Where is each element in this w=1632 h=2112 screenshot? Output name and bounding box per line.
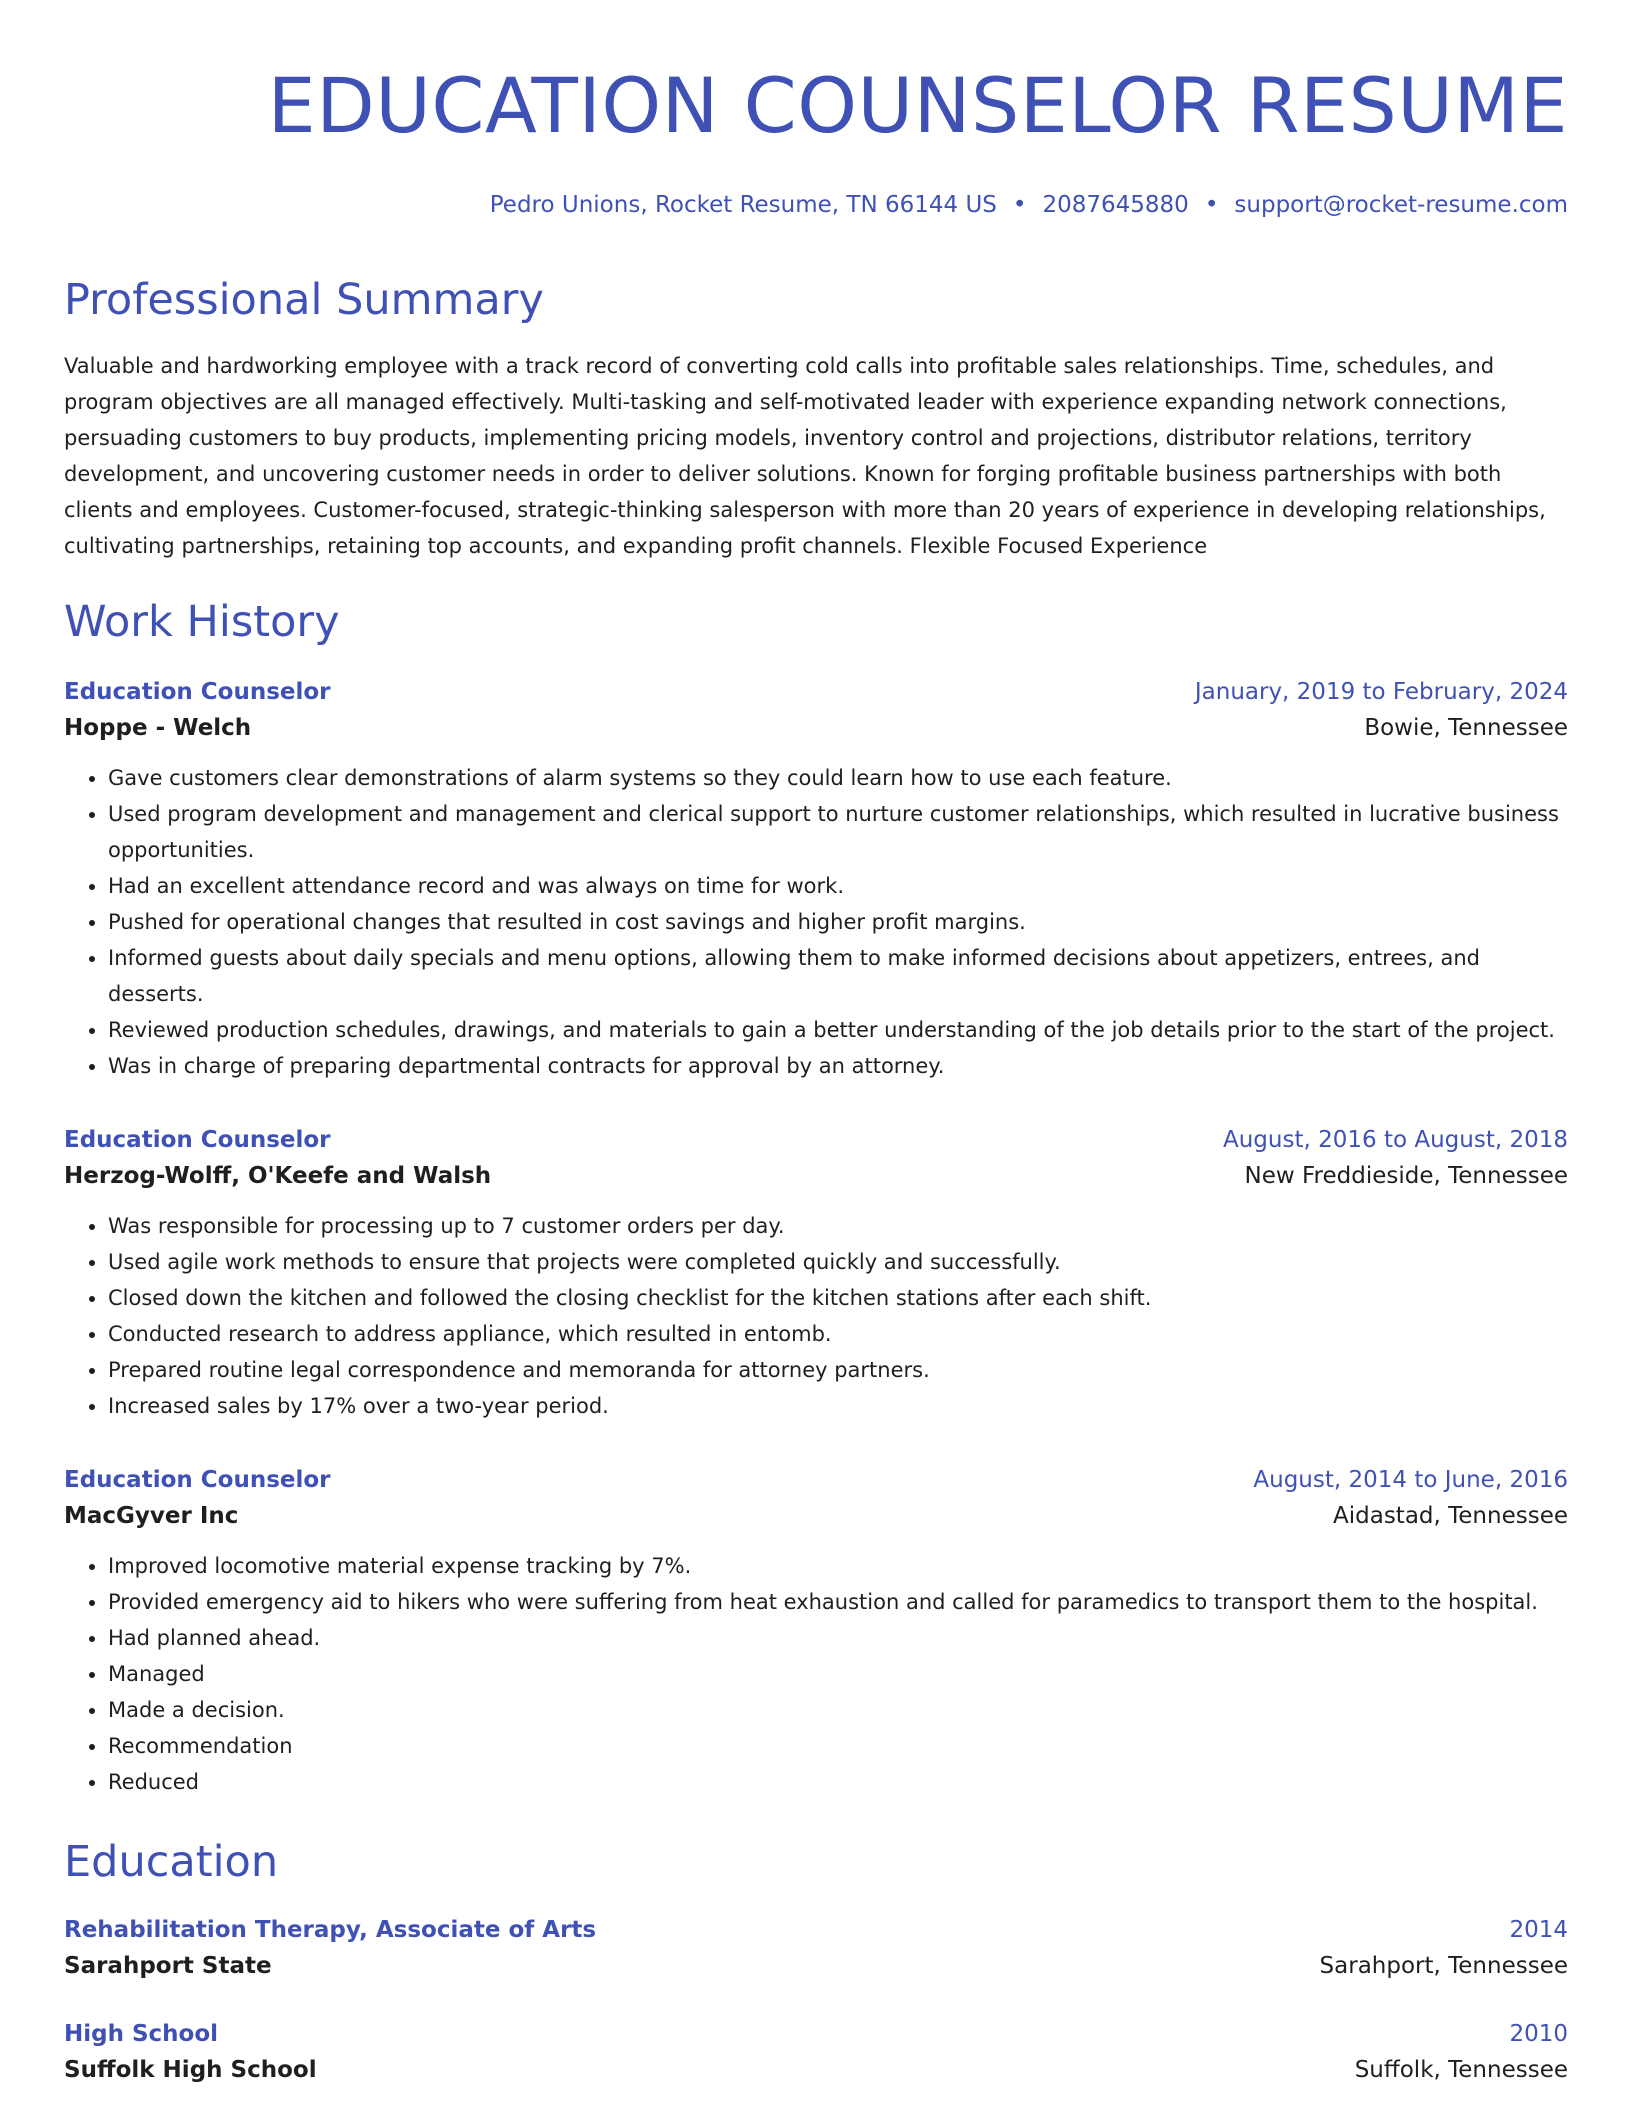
resume-title: EDUCATION COUNSELOR RESUME xyxy=(267,61,1568,150)
job-bullet-list xyxy=(64,1548,1568,1800)
contact-email: support@rocket-resume.com xyxy=(1234,192,1568,218)
job-bullet: • Used program development and management and clerical support to nurture customer relationships, which resulted in lucrative business opportunities. xyxy=(108,796,1568,868)
education-school-row xyxy=(64,2052,1568,2088)
job-bullet: • Made a decision. xyxy=(108,1692,1568,1728)
job-title: Education Counselor xyxy=(64,1127,331,1153)
job-bullet: • Improved locomotive material expense tracking by 7%. xyxy=(108,1548,1568,1584)
education-location: Suffolk, Tennessee xyxy=(1354,2057,1568,2083)
education-year: 2010 xyxy=(1509,2021,1568,2047)
job-bullet: • Informed guests about daily specials and menu options, allowing them to make informed decisions about appetizers, entrees, and desserts. xyxy=(108,940,1568,1012)
education-heading: Education xyxy=(64,1837,279,1887)
education-degree: High School xyxy=(64,2021,219,2047)
job-bullet: • Had planned ahead. xyxy=(108,1620,1568,1656)
job-dates: August, 2014 to June, 2016 xyxy=(1253,1467,1568,1493)
contact-address: Pedro Unions, Rocket Resume, TN 66144 US xyxy=(489,192,997,218)
resume-header xyxy=(64,60,1568,220)
work-history-heading: Work History xyxy=(64,597,340,647)
education-year: 2014 xyxy=(1509,1917,1568,1943)
job-bullet: • Was in charge of preparing departmental contracts for approval by an attorney. xyxy=(108,1048,1568,1084)
job-bullet-list xyxy=(64,760,1568,1084)
job-bullet: • Pushed for operational changes that resulted in cost savings and higher profit margins. xyxy=(108,904,1568,940)
job-location: Aidastad, Tennessee xyxy=(1333,1503,1568,1529)
education-section xyxy=(64,1834,1568,2088)
job-company: MacGyver Inc xyxy=(64,1503,239,1529)
job-title-row xyxy=(64,1122,1568,1158)
education-school: Suffolk High School xyxy=(64,2057,317,2083)
job-bullet: • Increased sales by 17% over a two-year period. xyxy=(108,1388,1568,1424)
education-degree: Rehabilitation Therapy, Associate of Arts xyxy=(64,1917,597,1943)
job-bullet: • Used agile work methods to ensure that projects were completed quickly and successfully. xyxy=(108,1244,1568,1280)
job-company-row xyxy=(64,1158,1568,1194)
education-degree-row xyxy=(64,1912,1568,1948)
job-dates: August, 2016 to August, 2018 xyxy=(1223,1127,1568,1153)
job-company-row xyxy=(64,1498,1568,1534)
contact-separator: • xyxy=(1012,192,1027,218)
job-location: Bowie, Tennessee xyxy=(1364,715,1568,741)
education-degree-row xyxy=(64,2016,1568,2052)
education-entry xyxy=(64,1912,1568,1984)
job-company: Hoppe - Welch xyxy=(64,715,252,741)
contact-phone: 2087645880 xyxy=(1042,192,1189,218)
job-entry xyxy=(64,1462,1568,1800)
job-bullet: • Was responsible for processing up to 7 customer orders per day. xyxy=(108,1208,1568,1244)
education-location: Sarahport, Tennessee xyxy=(1319,1953,1568,1979)
job-bullet: • Prepared routine legal correspondence and memoranda for attorney partners. xyxy=(108,1352,1568,1388)
job-company: Herzog-Wolff, O'Keefe and Walsh xyxy=(64,1163,492,1189)
summary-heading: Professional Summary xyxy=(64,275,544,325)
work-history-section xyxy=(64,594,1568,1800)
job-location: New Freddieside, Tennessee xyxy=(1244,1163,1568,1189)
job-bullet-list xyxy=(64,1208,1568,1424)
education-school: Sarahport State xyxy=(64,1953,272,1979)
summary-text: Valuable and hardworking employee with a track record of converting cold calls into profitable sales relationships. Time, schedules, and program objectives are all managed effectively. Multi-tasking and self-motivated leader with experience expanding network connections, persuading customers to buy products, implementing pricing models, inventory control and projections, distributor relations, territory development, and uncovering customer needs in order to deliver solutions. Known for forging profitable business partnerships with both clients and employees. Customer-focused, strategic-thinking salesperson with more than 20 years of experience in developing relationships, cultivating partnerships, retaining top accounts, and expanding profit channels. Flexible Focused Experience xyxy=(64,354,1546,558)
education-school-row xyxy=(64,1948,1568,1984)
job-bullet: • Reduced xyxy=(108,1764,1568,1800)
job-bullet: • Gave customers clear demonstrations of alarm systems so they could learn how to use each feature. xyxy=(108,760,1568,796)
job-bullet: • Reviewed production schedules, drawings, and materials to gain a better understanding of the job details prior to the start of the project. xyxy=(108,1012,1568,1048)
job-title: Education Counselor xyxy=(64,679,331,705)
job-entry xyxy=(64,674,1568,1084)
summary-section xyxy=(64,272,1568,564)
job-bullet: • Closed down the kitchen and followed the closing checklist for the kitchen stations after each shift. xyxy=(108,1280,1568,1316)
contact-line xyxy=(64,190,1568,220)
job-title: Education Counselor xyxy=(64,1467,331,1493)
job-dates: January, 2019 to February, 2024 xyxy=(1194,679,1568,705)
job-bullet: • Had an excellent attendance record and was always on time for work. xyxy=(108,868,1568,904)
job-bullet: • Provided emergency aid to hikers who were suffering from heat exhaustion and called for paramedics to transport them to the hospital. xyxy=(108,1584,1568,1620)
job-bullet: • Recommendation xyxy=(108,1728,1568,1764)
job-company-row xyxy=(64,710,1568,746)
job-bullet: • Managed xyxy=(108,1656,1568,1692)
job-title-row xyxy=(64,1462,1568,1498)
contact-separator: • xyxy=(1204,192,1219,218)
education-entry xyxy=(64,2016,1568,2088)
job-title-row xyxy=(64,674,1568,710)
job-entry xyxy=(64,1122,1568,1424)
job-bullet: • Conducted research to address appliance, which resulted in entomb. xyxy=(108,1316,1568,1352)
